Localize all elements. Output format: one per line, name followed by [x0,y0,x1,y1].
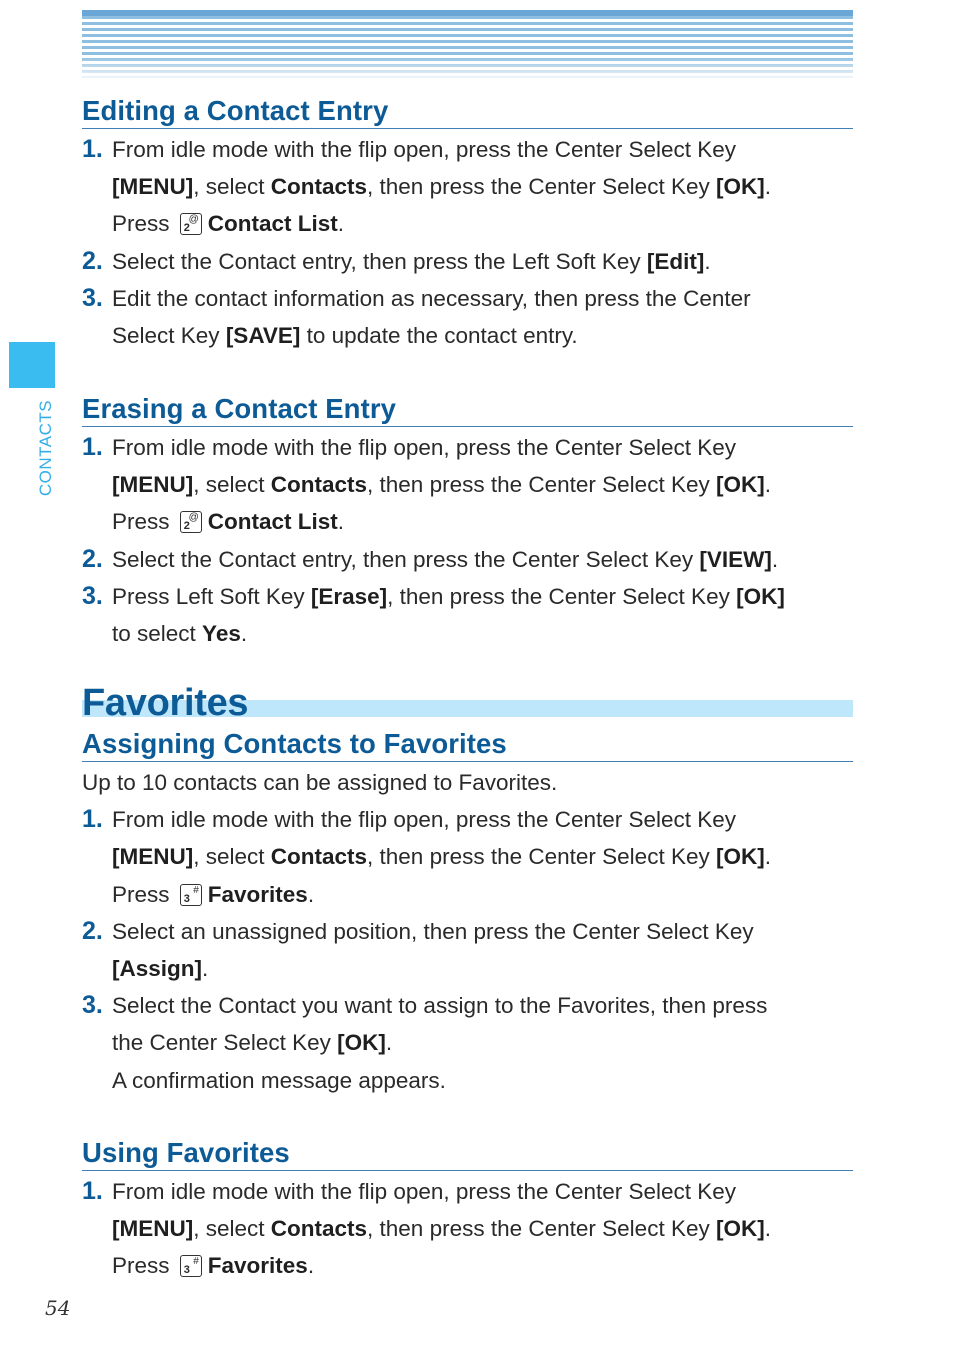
key-2-icon: 2 @ [180,213,202,235]
heading-using: Using Favorites [82,1136,853,1171]
side-tab-marker [9,342,55,388]
key-2-icon: 2 @ [180,511,202,533]
section-assigning [82,727,853,1099]
side-tab-label: CONTACTS [36,399,55,497]
assigning-note: A confirmation message appears. [112,1067,446,1093]
heading-assigning: Assigning Contacts to Favorites [82,727,853,762]
section-using [82,1136,853,1285]
step-erasing-3: 3. Press Left Soft Key [Erase], then press the Center Select Key [OK] to select Yes. [82,581,785,647]
header-band [82,10,853,78]
step-erasing-1: 1. From idle mode with the flip open, press the Center Select Key [MENU], select Contacts, then press the Center Select Key [OK]. Press 2 @ Contact List. [82,433,771,535]
step-assigning-3: 3. Select the Contact you want to assign to the Favorites, then press the Center Select Key [OK]. [82,991,768,1056]
step-assigning-2: 2. Select an unassigned position, then press the Center Select Key [Assign]. [82,916,754,982]
heading-erasing: Erasing a Contact Entry [82,392,853,427]
key-3-icon: 3 # [180,884,202,906]
step-editing-1: 1. From idle mode with the flip open, press the Center Select Key [MENU], select Contacts, then press the Center Select Key [OK]. Press 2 @ Contact List. [82,135,771,237]
page-number: 54 [45,1296,71,1320]
assigning-intro: Up to 10 contacts can be assigned to Favorites. [82,770,558,795]
heading-editing: Editing a Contact Entry [82,94,853,129]
section-erasing [82,392,853,652]
step-erasing-2: 2. Select the Contact entry, then press the Center Select Key [VIEW]. [82,544,779,573]
section-editing [82,94,853,354]
step-using-1: 1. From idle mode with the flip open, press the Center Select Key [MENU], select Contacts, then press the Center Select Key [OK]. Press 3 # Favorites. [82,1177,771,1279]
step-assigning-1: 1. From idle mode with the flip open, press the Center Select Key [MENU], select Contacts, then press the Center Select Key [OK]. Press 3 # Favorites. [82,805,771,907]
key-3-icon: 3 # [180,1255,202,1277]
step-editing-3: 3. Edit the contact information as necessary, then press the Center Select Key [SAVE] to update the contact entry. [82,283,751,349]
favorites-title-text: Favorites [82,682,249,724]
step-editing-2: 2. Select the Contact entry, then press the Left Soft Key [Edit]. [82,246,711,275]
favorites-title [82,680,853,726]
